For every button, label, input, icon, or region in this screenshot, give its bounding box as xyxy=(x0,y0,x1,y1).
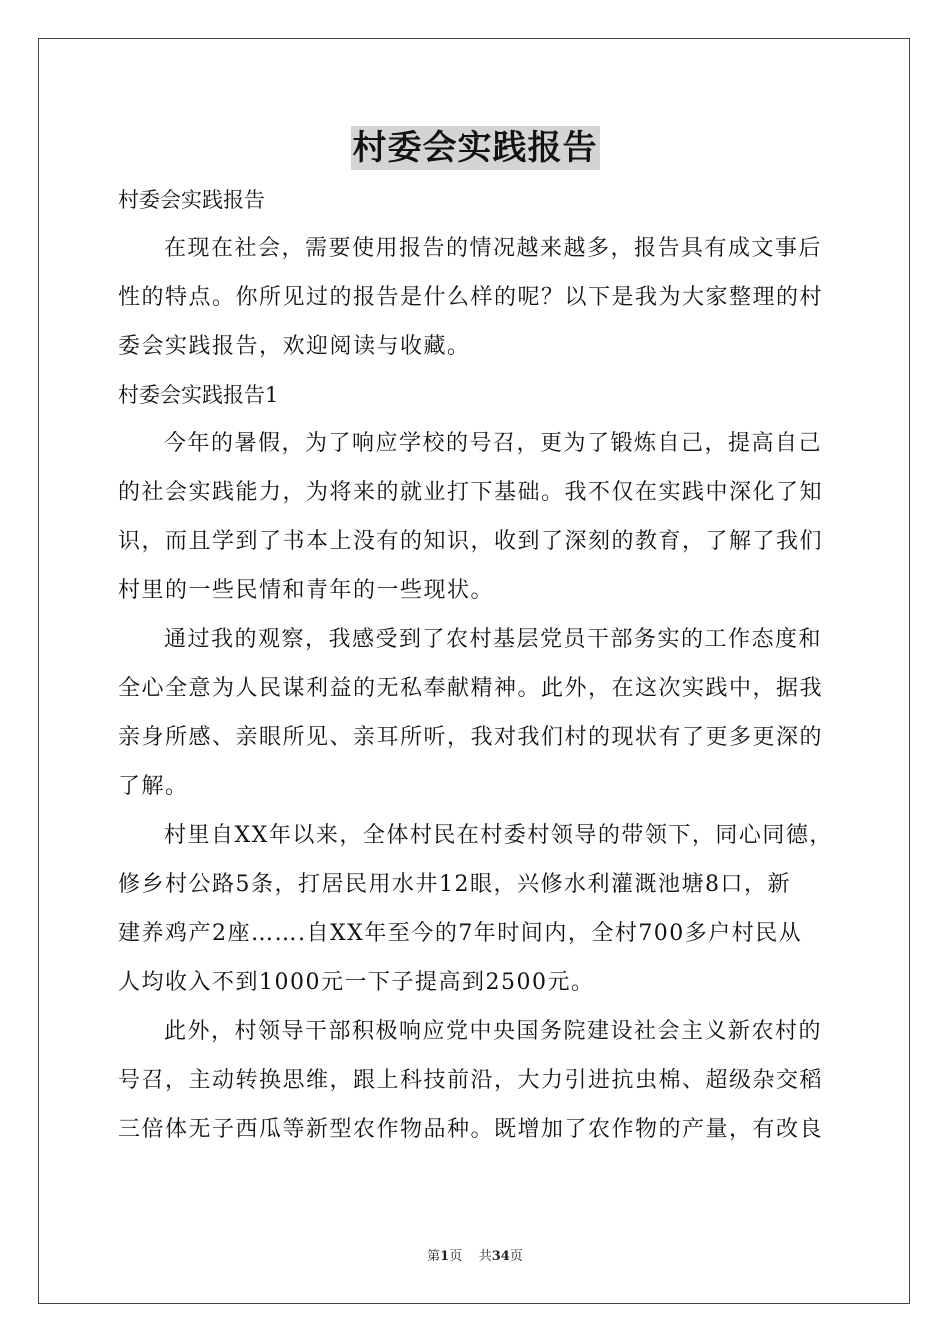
paragraph-line: 修乡村公路5条，打居民用水井12眼，兴修水利灌溉池塘8口，新 xyxy=(118,872,791,897)
document-subtitle: 村委会实践报告 xyxy=(118,188,265,212)
paragraph-line: 识，而且学到了书本上没有的知识，收到了深刻的教育，了解了我们 xyxy=(118,529,824,554)
paragraph-line: 通过我的观察，我感受到了农村基层党员干部务实的工作态度和 xyxy=(164,627,823,652)
footer-prefix: 第 xyxy=(427,1249,441,1264)
paragraph-line: 的社会实践能力，为将来的就业打下基础。我不仅在实践中深化了知 xyxy=(118,480,824,505)
paragraph-line: 建养鸡产2座…….自XX年至今的7年时间内，全村700多户村民从 xyxy=(118,921,803,946)
paragraph-line: 人均收入不到1000元一下子提高到2500元。 xyxy=(118,970,595,995)
section-heading: 村委会实践报告1 xyxy=(118,383,279,407)
document-body xyxy=(118,176,834,1154)
paragraph-line: 三倍体无子西瓜等新型农作物品种。既增加了农作物的产量，有改良 xyxy=(118,1117,824,1142)
footer-total-suffix: 页 xyxy=(509,1249,523,1264)
footer-page-suffix: 页 xyxy=(449,1249,463,1264)
paragraph-observation xyxy=(118,615,834,811)
paragraph-line: 了解。 xyxy=(118,774,189,799)
paragraph-line: 全心全意为人民谋利益的无私奉献精神。此外，在这次实践中，据我 xyxy=(118,676,824,701)
paragraph-leadership xyxy=(118,1007,834,1154)
page-footer xyxy=(0,1245,950,1264)
document-title: 村委会实践报告 xyxy=(352,128,598,168)
footer-page-number: 1 xyxy=(440,1249,450,1264)
paragraph-line: 亲身所感、亲眼所见、亲耳所听，我对我们村的现状有了更多更深的 xyxy=(118,725,824,750)
paragraph-village-progress xyxy=(118,811,834,1007)
footer-total-pages: 34 xyxy=(491,1249,510,1264)
paragraph-summer xyxy=(118,419,834,615)
paragraph-line: 在现在社会，需要使用报告的情况越来越多，报告具有成文事后 xyxy=(164,236,823,261)
paragraph-line: 此外，村领导干部积极响应党中央国务院建设社会主义新农村的 xyxy=(164,1019,823,1044)
paragraph-line: 村里的一些民情和青年的一些现状。 xyxy=(118,578,495,603)
paragraph-line: 今年的暑假，为了响应学校的号召，更为了锻炼自己，提高自己 xyxy=(164,431,823,456)
footer-total-prefix: 共 xyxy=(478,1249,492,1264)
paragraph-line: 委会实践报告，欢迎阅读与收藏。 xyxy=(118,334,471,359)
paragraph-intro xyxy=(118,224,834,371)
paragraph-line: 性的特点。你所见过的报告是什么样的呢？以下是我为大家整理的村 xyxy=(118,285,824,310)
paragraph-line: 村里自XX年以来，全体村民在村委村领导的带领下，同心同德， xyxy=(164,823,833,848)
title-wrap xyxy=(0,126,950,170)
paragraph-line: 号召，主动转换思维，跟上科技前沿，大力引进抗虫棉、超级杂交稻 xyxy=(118,1068,824,1093)
